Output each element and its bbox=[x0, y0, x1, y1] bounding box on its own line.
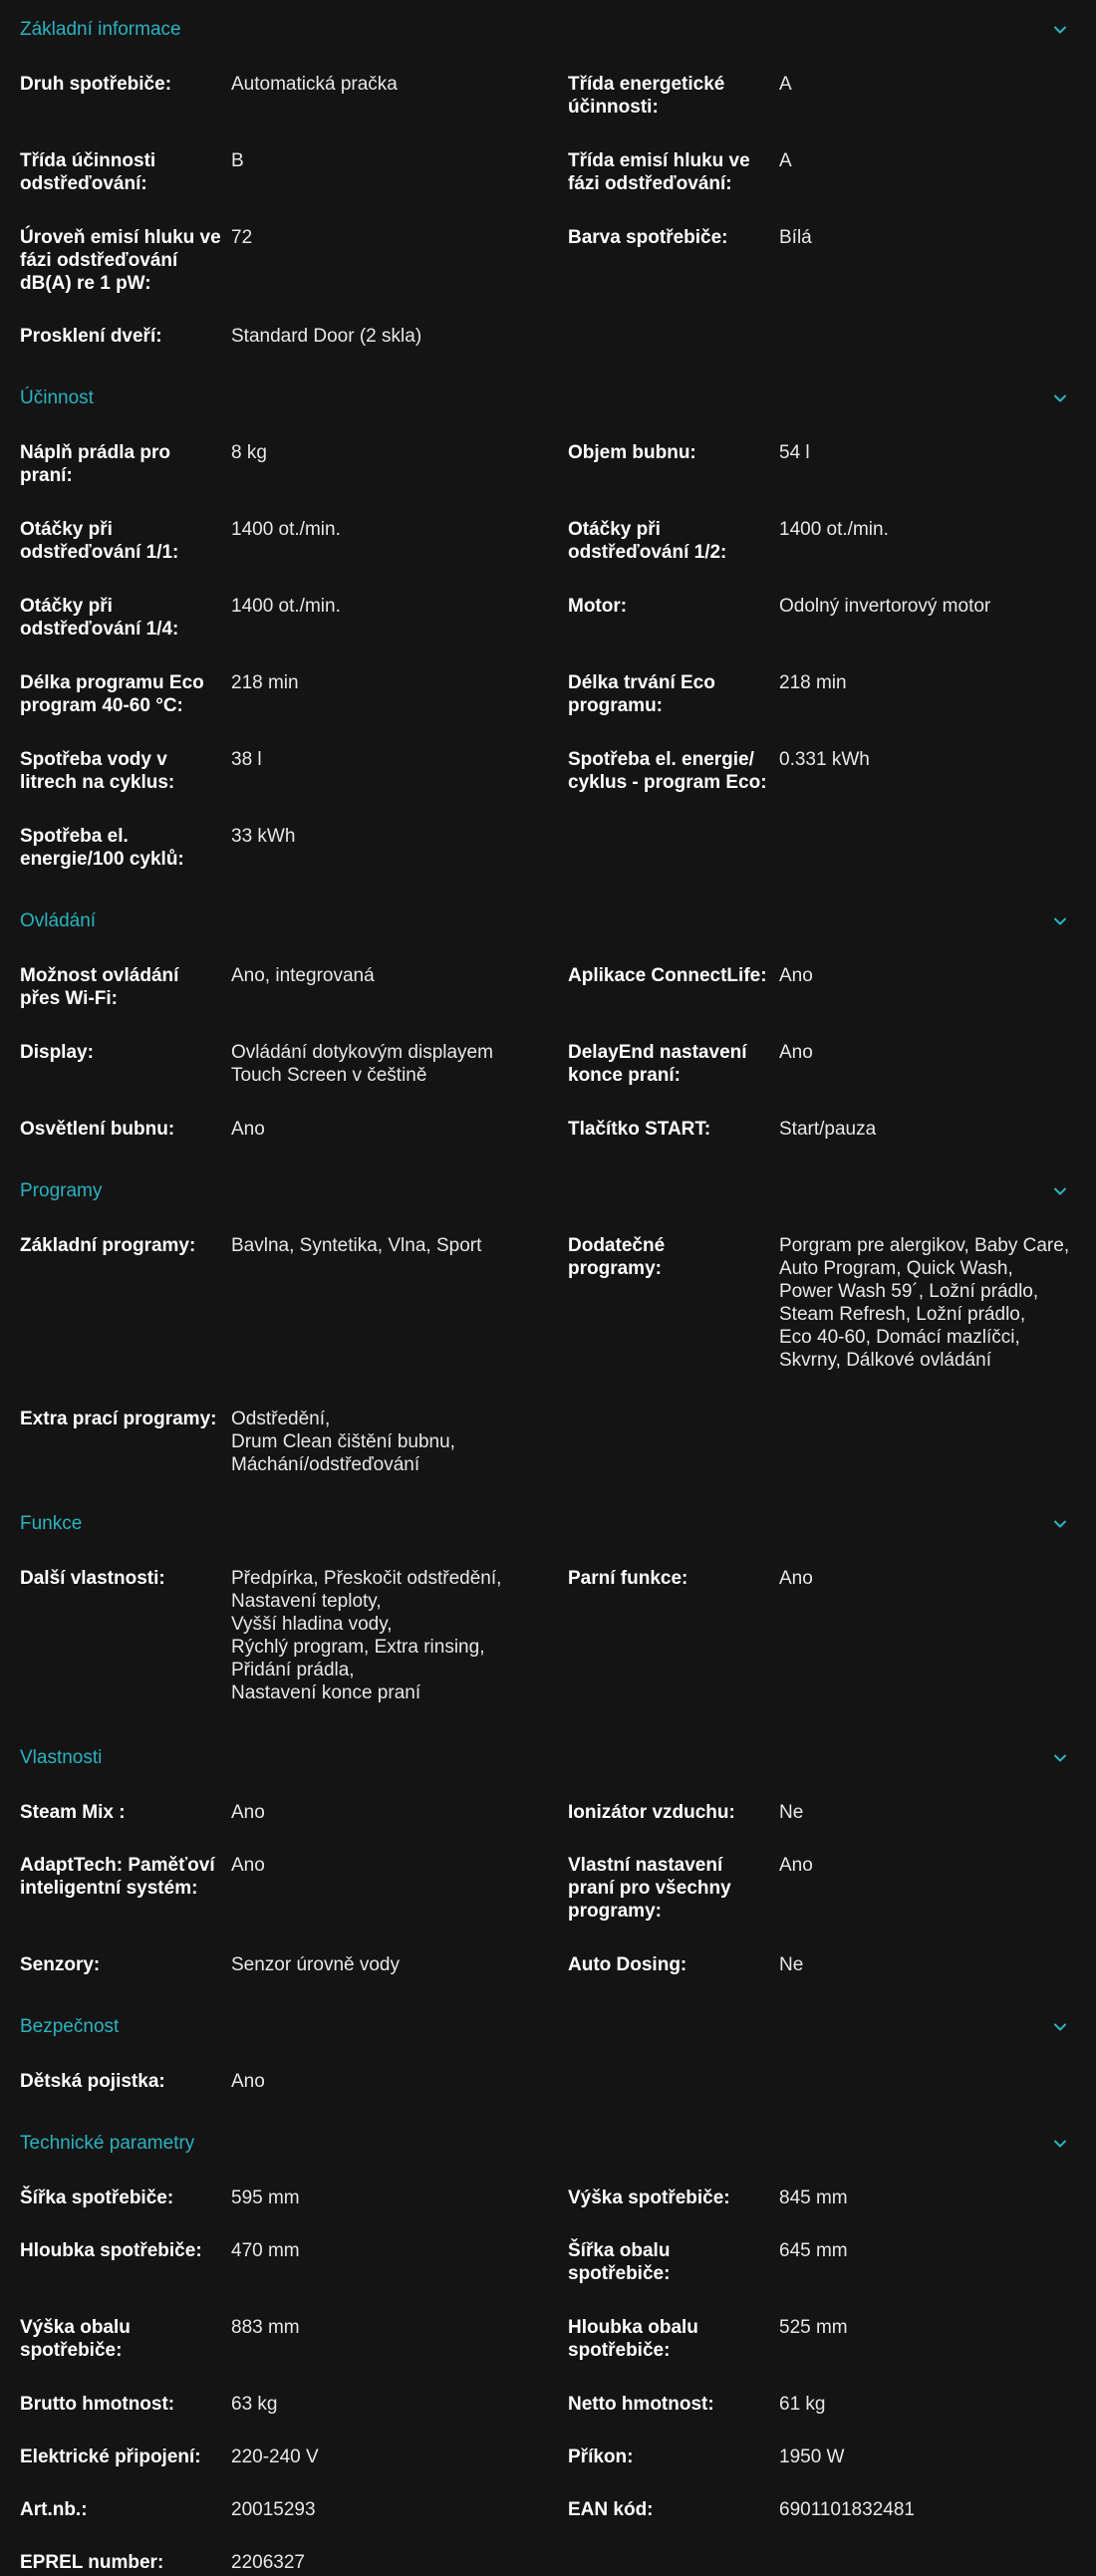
section-title: Účinnost bbox=[20, 387, 94, 408]
spec-value: Ano, integrovaná bbox=[231, 965, 375, 986]
spec-value: Ano bbox=[231, 2071, 265, 2092]
spec-label: Základní programy: bbox=[20, 1235, 196, 1256]
spec-value: Ne bbox=[779, 1954, 804, 1975]
spec-label: Objem bubnu: bbox=[568, 442, 696, 463]
section-header-vlastnosti[interactable] bbox=[0, 1728, 1096, 1788]
spec-value: Předpírka, Přeskočit odstředění, Nastavení teploty, Vyšší hladina vody, Rýchlý program, Extra rinsing, Přidání prádla, Nastavení konce praní bbox=[231, 1568, 502, 1703]
spec-label: Možnost ovládání přes Wi-Fi: bbox=[20, 965, 179, 1009]
spec-value: Ano bbox=[779, 1855, 813, 1876]
chevron-down-icon[interactable] bbox=[1050, 20, 1070, 40]
section-header-zakladni-informace[interactable] bbox=[0, 0, 1096, 60]
spec-value: 1400 ot./min. bbox=[779, 519, 889, 540]
section-header-ovladani[interactable] bbox=[0, 892, 1096, 951]
spec-value: Ovládání dotykovým displayem Touch Screen v češtině bbox=[231, 1042, 493, 1086]
spec-value: A bbox=[779, 74, 792, 95]
spec-label: Výška obalu spotřebiče: bbox=[20, 2317, 131, 2361]
spec-value: 218 min bbox=[779, 672, 847, 693]
chevron-down-icon[interactable] bbox=[1050, 2017, 1070, 2037]
spec-label: Prosklení dveří: bbox=[20, 326, 162, 347]
spec-label: Šířka spotřebiče: bbox=[20, 2188, 174, 2208]
spec-label: Steam Mix : bbox=[20, 1802, 126, 1823]
spec-label: Aplikace ConnectLife: bbox=[568, 965, 767, 986]
spec-label: Barva spotřebiče: bbox=[568, 227, 728, 248]
spec-value: 218 min bbox=[231, 672, 299, 693]
spec-label: Ionizátor vzduchu: bbox=[568, 1802, 735, 1823]
spec-value: 470 mm bbox=[231, 2240, 300, 2261]
spec-label: Druh spotřebiče: bbox=[20, 74, 172, 95]
spec-value: 845 mm bbox=[779, 2188, 848, 2208]
spec-label: Otáčky při odstřeďování 1/1: bbox=[20, 519, 179, 563]
spec-label: Motor: bbox=[568, 596, 628, 617]
spec-value: 61 kg bbox=[779, 2394, 826, 2415]
spec-value: Start/pauza bbox=[779, 1119, 877, 1140]
spec-value: 0.331 kWh bbox=[779, 749, 870, 770]
spec-label: Osvětlení bubnu: bbox=[20, 1119, 175, 1140]
spec-value: A bbox=[779, 150, 792, 171]
section-title: Základní informace bbox=[20, 19, 181, 40]
spec-value: Ano bbox=[231, 1855, 265, 1876]
spec-value: Ano bbox=[231, 1802, 265, 1823]
spec-label: Další vlastnosti: bbox=[20, 1568, 165, 1589]
spec-label: Auto Dosing: bbox=[568, 1954, 687, 1975]
spec-label: Dodatečné programy: bbox=[568, 1235, 666, 1279]
spec-value: B bbox=[231, 150, 244, 171]
spec-value: 220-240 V bbox=[231, 2447, 319, 2467]
chevron-down-icon[interactable] bbox=[1050, 2134, 1070, 2154]
section-title: Vlastnosti bbox=[20, 1747, 103, 1768]
section-header-technicke-parametry[interactable] bbox=[0, 2114, 1096, 2174]
spec-label: Brutto hmotnost: bbox=[20, 2394, 175, 2415]
spec-value: Porgram pre alergikov, Baby Care, Auto Program, Quick Wash, Power Wash 59´, Ložní prádlo, Steam Refresh, Ložní prádlo, Eco 40-60, Domácí mazlíčci, Skvrny, Dálkové ovládání bbox=[779, 1235, 1070, 1371]
chevron-down-icon[interactable] bbox=[1050, 1181, 1070, 1201]
section-title: Ovládání bbox=[20, 910, 97, 931]
spec-value: Ano bbox=[779, 1568, 813, 1589]
spec-label: Otáčky při odstřeďování 1/4: bbox=[20, 596, 179, 640]
spec-label: Dětská pojistka: bbox=[20, 2071, 165, 2092]
section-title: Programy bbox=[20, 1180, 103, 1201]
spec-label: Spotřeba vody v litrech na cyklus: bbox=[20, 749, 175, 793]
section-title: Bezpečnost bbox=[20, 2016, 120, 2037]
spec-value: Ne bbox=[779, 1802, 804, 1823]
spec-value: Ano bbox=[231, 1119, 265, 1140]
spec-value: 38 l bbox=[231, 749, 262, 770]
chevron-down-icon[interactable] bbox=[1050, 1514, 1070, 1534]
spec-label: Příkon: bbox=[568, 2447, 634, 2467]
spec-value: 1400 ot./min. bbox=[231, 519, 341, 540]
spec-value: Bílá bbox=[779, 227, 812, 248]
spec-label: Třída účinnosti odstřeďování: bbox=[20, 150, 156, 194]
spec-value: Ano bbox=[779, 965, 813, 986]
spec-label: Extra prací programy: bbox=[20, 1409, 217, 1429]
spec-value: 525 mm bbox=[779, 2317, 848, 2338]
spec-label: Spotřeba el. energie/100 cyklů: bbox=[20, 826, 184, 870]
spec-label: Třída emisí hluku ve fázi odstřeďování: bbox=[568, 150, 750, 194]
spec-value: Senzor úrovně vody bbox=[231, 1954, 400, 1975]
spec-value: Automatická pračka bbox=[231, 74, 398, 95]
spec-value: 72 bbox=[231, 227, 253, 248]
section-title: Technické parametry bbox=[20, 2133, 195, 2154]
spec-value: Ano bbox=[779, 1042, 813, 1063]
spec-label: Tlačítko START: bbox=[568, 1119, 711, 1140]
section-header-funkce[interactable] bbox=[0, 1494, 1096, 1554]
spec-label: Šířka obalu spotřebiče: bbox=[568, 2240, 671, 2284]
spec-value: 645 mm bbox=[779, 2240, 848, 2261]
spec-label: Úroveň emisí hluku ve fázi odstřeďování dB(A) re 1 pW: bbox=[20, 227, 221, 294]
spec-value: 8 kg bbox=[231, 442, 267, 463]
spec-label: Třída energetické účinnosti: bbox=[568, 74, 725, 118]
spec-label: Otáčky při odstřeďování 1/2: bbox=[568, 519, 727, 563]
spec-value: 33 kWh bbox=[231, 826, 296, 847]
spec-label: Hloubka spotřebiče: bbox=[20, 2240, 202, 2261]
chevron-down-icon[interactable] bbox=[1050, 911, 1070, 931]
spec-value: Bavlna, Syntetika, Vlna, Sport bbox=[231, 1235, 482, 1256]
spec-value: 1400 ot./min. bbox=[231, 596, 341, 617]
section-header-ucinnost[interactable] bbox=[0, 369, 1096, 428]
section-title: Funkce bbox=[20, 1513, 83, 1534]
spec-value: 6901101832481 bbox=[779, 2499, 915, 2520]
chevron-down-icon[interactable] bbox=[1050, 388, 1070, 408]
spec-value: Standard Door (2 skla) bbox=[231, 326, 422, 347]
spec-label: Hloubka obalu spotřebiče: bbox=[568, 2317, 698, 2361]
spec-label: Vlastní nastavení praní pro všechny programy: bbox=[568, 1855, 731, 1922]
spec-value: Odstředění, Drum Clean čištění bubnu, Máchání/odstřeďování bbox=[231, 1409, 455, 1475]
chevron-down-icon[interactable] bbox=[1050, 1748, 1070, 1768]
spec-value: 1950 W bbox=[779, 2447, 845, 2467]
spec-label: EAN kód: bbox=[568, 2499, 654, 2520]
spec-label: Netto hmotnost: bbox=[568, 2394, 714, 2415]
spec-label: Elektrické připojení: bbox=[20, 2447, 201, 2467]
spec-label: Spotřeba el. energie/ cyklus - program Eco: bbox=[568, 749, 767, 793]
spec-label: EPREL number: bbox=[20, 2552, 164, 2573]
spec-value: 54 l bbox=[779, 442, 810, 463]
spec-label: AdaptTech: Paměťoví inteligentní systém: bbox=[20, 1855, 215, 1899]
spec-value: Odolný invertorový motor bbox=[779, 596, 991, 617]
spec-label: Výška spotřebiče: bbox=[568, 2188, 730, 2208]
spec-label: Display: bbox=[20, 1042, 94, 1063]
spec-label: Parní funkce: bbox=[568, 1568, 688, 1589]
spec-value: 595 mm bbox=[231, 2188, 300, 2208]
spec-label: Náplň prádla pro praní: bbox=[20, 442, 170, 486]
spec-label: Art.nb.: bbox=[20, 2499, 88, 2520]
spec-label: Senzory: bbox=[20, 1954, 101, 1975]
section-header-bezpecnost[interactable] bbox=[0, 1997, 1096, 2057]
spec-label: DelayEnd nastavení konce praní: bbox=[568, 1042, 747, 1086]
spec-value: 883 mm bbox=[231, 2317, 300, 2338]
spec-label: Délka trvání Eco programu: bbox=[568, 672, 715, 716]
spec-value: 63 kg bbox=[231, 2394, 278, 2415]
spec-value: 2206327 bbox=[231, 2552, 305, 2573]
spec-value: 20015293 bbox=[231, 2499, 316, 2520]
spec-label: Délka programu Eco program 40-60 °C: bbox=[20, 672, 204, 716]
section-header-programy[interactable] bbox=[0, 1161, 1096, 1221]
